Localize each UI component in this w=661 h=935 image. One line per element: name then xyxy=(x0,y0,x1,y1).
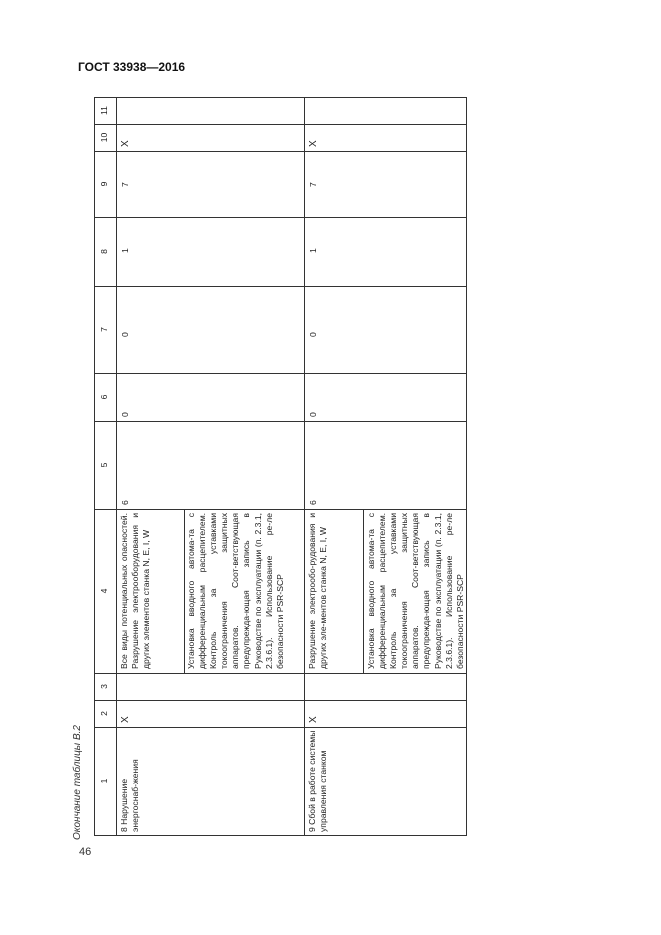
grid-line xyxy=(116,97,117,836)
grid-line xyxy=(94,217,467,218)
document-header: ГОСТ 33938—2016 xyxy=(78,60,186,74)
grid-line xyxy=(94,727,467,728)
page-number: 46 xyxy=(79,846,92,858)
grid-line xyxy=(94,97,467,98)
table-cell: Х xyxy=(120,140,131,147)
column-number: 4 xyxy=(99,588,109,594)
grid-line xyxy=(184,509,185,673)
grid-line xyxy=(363,509,364,673)
table-cell: 6 xyxy=(120,500,130,505)
column-number: 7 xyxy=(99,327,109,332)
table-cell: 0 xyxy=(120,412,130,417)
table-cell: 0 xyxy=(308,412,318,417)
table-cell: 6 xyxy=(308,500,318,505)
table-cell: 7 xyxy=(308,182,318,187)
table-cell: Х xyxy=(120,716,131,723)
column-number: 11 xyxy=(99,106,109,115)
column-number: 10 xyxy=(99,132,109,143)
column-number: 3 xyxy=(99,684,109,689)
protective-measure: Установка вводного автома-та с дифференциальным расцепителем. Контроль за уставками токоограничения защитных аппаратов. Соот-ветствующая предупрежда-ющая запись в Руководстве по эксплуатации (п. 2.3.1, 2.3.6.1). Использование ре-ле безопасности PSR-SCP xyxy=(186,513,285,669)
grid-line xyxy=(94,835,467,836)
grid-line xyxy=(94,373,467,374)
grid-line xyxy=(94,673,467,674)
table-cell: Х xyxy=(308,716,319,723)
hazard-description: Все виды потенциальных опасностей. Разрушение электрооборудования и других элементов станка N, E, I, W xyxy=(119,513,152,669)
table-cell: Х xyxy=(308,140,319,147)
hazard-description: Разрушение электрообо-рудования и других эле-ментов станка N, E, I, W xyxy=(307,513,329,669)
table-cell: 1 xyxy=(120,248,130,253)
table-cell: 7 xyxy=(120,182,130,187)
grid-line xyxy=(466,97,467,836)
hazard-table xyxy=(94,97,467,835)
grid-line xyxy=(94,286,467,287)
grid-line xyxy=(94,700,467,701)
grid-line xyxy=(117,509,200,510)
grid-line xyxy=(94,421,467,422)
table-cell: 1 xyxy=(308,248,318,253)
column-number: 1 xyxy=(99,778,109,784)
column-number: 2 xyxy=(99,711,109,716)
protective-measure: Установка вводного автома-та с дифференциальным расцепителем. Контроль за уставками токоограничения защитных аппаратов. Соот-ветствующая предупрежда-ющая запись в Руководстве по эксплуатации (п. 2.3.1, 2.3.6.1). Использование ре-ле безопасности PSR-SCP xyxy=(366,513,465,669)
column-number: 9 xyxy=(99,181,109,187)
grid-line xyxy=(94,151,467,152)
grid-line xyxy=(94,97,95,836)
table-caption: Окончание таблицы В.2 xyxy=(72,725,83,840)
grid-line xyxy=(304,97,305,836)
column-number: 6 xyxy=(99,394,109,400)
table-cell: 0 xyxy=(308,332,318,337)
hazard-name: 9 Сбой в работе системы управления станком xyxy=(307,730,329,832)
table-cell: 0 xyxy=(120,332,130,337)
column-number: 5 xyxy=(99,462,109,468)
column-number: 8 xyxy=(99,249,109,254)
hazard-name: 8 Нарушение энергоснаб-жения xyxy=(119,759,141,832)
grid-line xyxy=(94,124,467,125)
